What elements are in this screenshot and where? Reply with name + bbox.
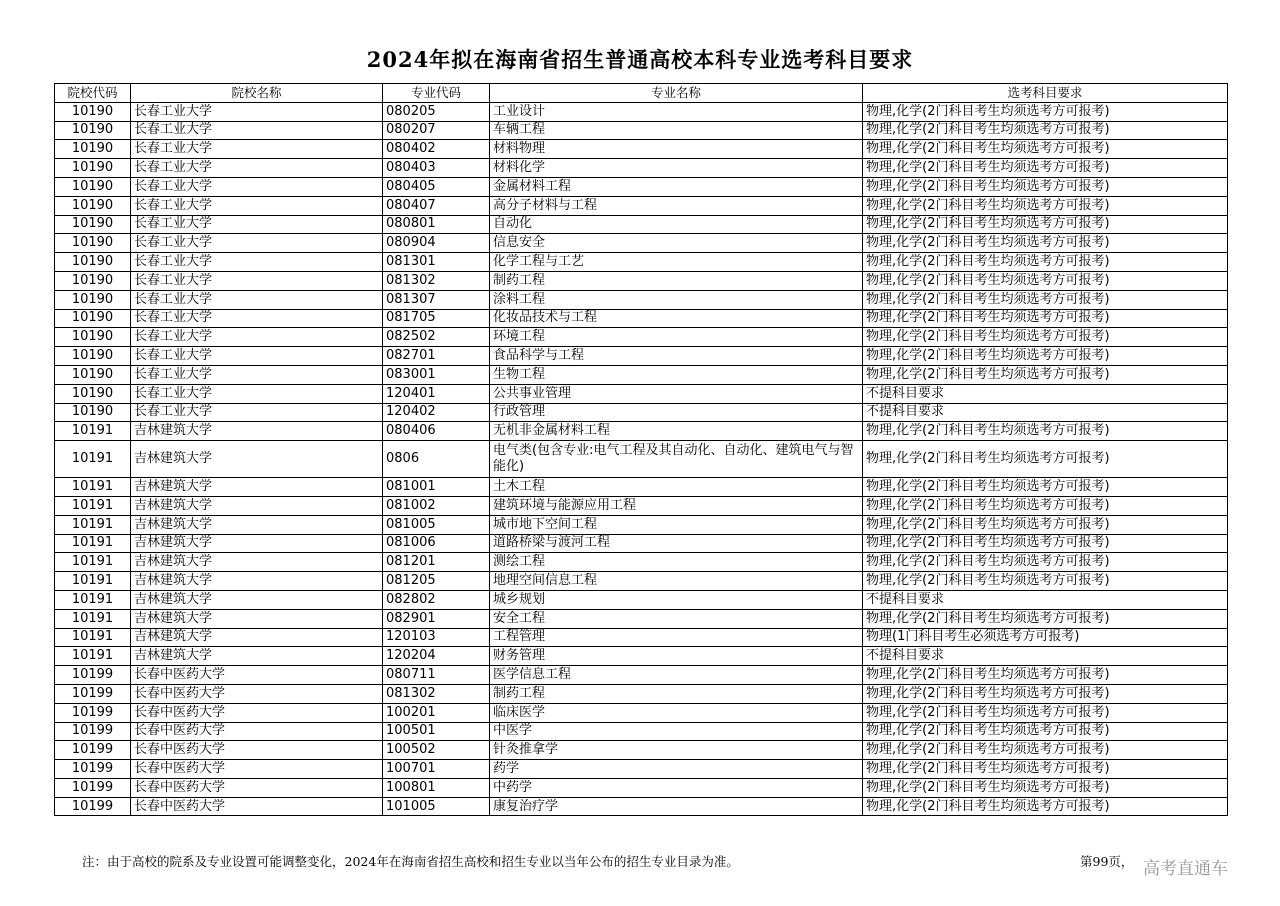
- school-code-cell: 10199: [55, 722, 131, 741]
- table-row: [55, 703, 1228, 722]
- table-row: [55, 515, 1228, 534]
- major-name-cell: 中医学: [490, 722, 863, 741]
- school-code-cell: 10190: [55, 365, 131, 384]
- table-row: [55, 253, 1228, 272]
- subject-requirement-cell: 物理,化学(2门科目考生均须选考方可报考): [863, 422, 1228, 441]
- subject-requirement-cell: 物理,化学(2门科目考生均须选考方可报考): [863, 553, 1228, 572]
- school-code-cell: 10190: [55, 177, 131, 196]
- school-code-cell: 10191: [55, 572, 131, 591]
- school-code-cell: 10199: [55, 797, 131, 816]
- table-header-row: [55, 84, 1228, 103]
- school-name-cell: 长春工业大学: [131, 403, 383, 422]
- school-code-cell: 10190: [55, 403, 131, 422]
- subject-requirement-cell: 物理,化学(2门科目考生均须选考方可报考): [863, 496, 1228, 515]
- subject-requirement-cell: 物理,化学(2门科目考生均须选考方可报考): [863, 741, 1228, 760]
- major-name-cell: 测绘工程: [490, 553, 863, 572]
- major-code-cell: 100201: [383, 703, 490, 722]
- table-row: [55, 290, 1228, 309]
- school-name-cell: 长春工业大学: [131, 271, 383, 290]
- major-name-cell: 建筑环境与能源应用工程: [490, 496, 863, 515]
- major-code-cell: 080407: [383, 196, 490, 215]
- major-code-cell: 120103: [383, 628, 490, 647]
- subject-requirement-cell: 物理,化学(2门科目考生均须选考方可报考): [863, 328, 1228, 347]
- school-code-cell: 10190: [55, 253, 131, 272]
- school-code-cell: 10191: [55, 590, 131, 609]
- major-code-cell: 081307: [383, 290, 490, 309]
- major-code-cell: 081001: [383, 478, 490, 497]
- major-name-cell: 地理空间信息工程: [490, 572, 863, 591]
- subject-requirement-cell: 不提科目要求: [863, 403, 1228, 422]
- school-code-cell: 10190: [55, 102, 131, 121]
- subject-requirement-cell: 物理,化学(2门科目考生均须选考方可报考): [863, 609, 1228, 628]
- header-subject-requirement: 选考科目要求: [863, 84, 1228, 103]
- table-row: [55, 441, 1228, 478]
- school-name-cell: 长春工业大学: [131, 159, 383, 178]
- subject-requirement-cell: 物理(1门科目考生必须选考方可报考): [863, 628, 1228, 647]
- school-name-cell: 长春工业大学: [131, 309, 383, 328]
- major-name-cell: 医学信息工程: [490, 666, 863, 685]
- subject-requirement-cell: 物理,化学(2门科目考生均须选考方可报考): [863, 140, 1228, 159]
- major-code-cell: 081302: [383, 684, 490, 703]
- subject-requirement-cell: 物理,化学(2门科目考生均须选考方可报考): [863, 572, 1228, 591]
- school-name-cell: 长春工业大学: [131, 234, 383, 253]
- header-major-code: 专业代码: [383, 84, 490, 103]
- major-name-cell: 车辆工程: [490, 121, 863, 140]
- major-name-cell: 中药学: [490, 778, 863, 797]
- major-code-cell: 081301: [383, 253, 490, 272]
- table-row: [55, 684, 1228, 703]
- table-row: [55, 102, 1228, 121]
- subject-requirement-cell: 物理,化学(2门科目考生均须选考方可报考): [863, 271, 1228, 290]
- major-name-cell: 材料物理: [490, 140, 863, 159]
- table-row: [55, 121, 1228, 140]
- major-name-cell: 生物工程: [490, 365, 863, 384]
- school-name-cell: 长春工业大学: [131, 328, 383, 347]
- school-code-cell: 10191: [55, 422, 131, 441]
- major-name-cell: 城乡规划: [490, 590, 863, 609]
- school-name-cell: 长春中医药大学: [131, 684, 383, 703]
- school-name-cell: 吉林建筑大学: [131, 628, 383, 647]
- major-name-cell: 公共事业管理: [490, 384, 863, 403]
- major-name-cell: 药学: [490, 760, 863, 779]
- school-name-cell: 吉林建筑大学: [131, 609, 383, 628]
- school-name-cell: 长春中医药大学: [131, 797, 383, 816]
- major-code-cell: 080406: [383, 422, 490, 441]
- school-code-cell: 10199: [55, 778, 131, 797]
- table-row: [55, 271, 1228, 290]
- school-code-cell: 10191: [55, 496, 131, 515]
- table-row: [55, 647, 1228, 666]
- school-code-cell: 10190: [55, 384, 131, 403]
- school-code-cell: 10190: [55, 234, 131, 253]
- subject-requirement-cell: 物理,化学(2门科目考生均须选考方可报考): [863, 778, 1228, 797]
- school-code-cell: 10191: [55, 478, 131, 497]
- school-name-cell: 长春工业大学: [131, 177, 383, 196]
- subject-requirement-cell: 物理,化学(2门科目考生均须选考方可报考): [863, 684, 1228, 703]
- table-row: [55, 760, 1228, 779]
- major-name-cell: 食品科学与工程: [490, 347, 863, 366]
- major-code-cell: 080403: [383, 159, 490, 178]
- school-code-cell: 10190: [55, 328, 131, 347]
- major-code-cell: 120204: [383, 647, 490, 666]
- major-code-cell: 100801: [383, 778, 490, 797]
- subject-requirement-cell: 不提科目要求: [863, 590, 1228, 609]
- subject-requirement-cell: 不提科目要求: [863, 384, 1228, 403]
- school-code-cell: 10199: [55, 741, 131, 760]
- major-code-cell: 081005: [383, 515, 490, 534]
- school-code-cell: 10191: [55, 628, 131, 647]
- major-name-cell: 信息安全: [490, 234, 863, 253]
- subject-requirement-cell: 物理,化学(2门科目考生均须选考方可报考): [863, 253, 1228, 272]
- school-code-cell: 10190: [55, 290, 131, 309]
- major-code-cell: 081201: [383, 553, 490, 572]
- major-code-cell: 080205: [383, 102, 490, 121]
- school-name-cell: 长春工业大学: [131, 365, 383, 384]
- subject-requirement-cell: 物理,化学(2门科目考生均须选考方可报考): [863, 347, 1228, 366]
- school-name-cell: 长春工业大学: [131, 347, 383, 366]
- major-name-cell: 临床医学: [490, 703, 863, 722]
- school-code-cell: 10191: [55, 534, 131, 553]
- school-code-cell: 10190: [55, 121, 131, 140]
- table-row: [55, 666, 1228, 685]
- table-row: [55, 778, 1228, 797]
- subject-requirement-cell: 物理,化学(2门科目考生均须选考方可报考): [863, 290, 1228, 309]
- school-name-cell: 长春工业大学: [131, 102, 383, 121]
- table-row: [55, 196, 1228, 215]
- school-name-cell: 长春中医药大学: [131, 760, 383, 779]
- subject-requirement-cell: 物理,化学(2门科目考生均须选考方可报考): [863, 797, 1228, 816]
- school-code-cell: 10191: [55, 647, 131, 666]
- table-row: [55, 572, 1228, 591]
- subject-requirement-cell: 物理,化学(2门科目考生均须选考方可报考): [863, 102, 1228, 121]
- major-code-cell: 081002: [383, 496, 490, 515]
- table-row: [55, 553, 1228, 572]
- table-row: [55, 309, 1228, 328]
- major-name-cell: 城市地下空间工程: [490, 515, 863, 534]
- subject-requirement-cell: 物理,化学(2门科目考生均须选考方可报考): [863, 177, 1228, 196]
- major-name-cell: 康复治疗学: [490, 797, 863, 816]
- subject-requirement-cell: 物理,化学(2门科目考生均须选考方可报考): [863, 666, 1228, 685]
- major-name-cell: 工业设计: [490, 102, 863, 121]
- subject-requirement-cell: 物理,化学(2门科目考生均须选考方可报考): [863, 441, 1228, 478]
- major-name-cell: 化学工程与工艺: [490, 253, 863, 272]
- major-code-cell: 081205: [383, 572, 490, 591]
- major-name-cell: 高分子材料与工程: [490, 196, 863, 215]
- school-name-cell: 吉林建筑大学: [131, 590, 383, 609]
- school-name-cell: 吉林建筑大学: [131, 496, 383, 515]
- school-name-cell: 长春工业大学: [131, 253, 383, 272]
- table-row: [55, 140, 1228, 159]
- major-name-cell: 自动化: [490, 215, 863, 234]
- subject-requirement-cell: 物理,化学(2门科目考生均须选考方可报考): [863, 478, 1228, 497]
- major-name-cell: 材料化学: [490, 159, 863, 178]
- major-code-cell: 080402: [383, 140, 490, 159]
- header-school-name: 院校名称: [131, 84, 383, 103]
- major-code-cell: 120402: [383, 403, 490, 422]
- subject-requirement-cell: 物理,化学(2门科目考生均须选考方可报考): [863, 534, 1228, 553]
- table-row: [55, 234, 1228, 253]
- school-code-cell: 10199: [55, 760, 131, 779]
- table-row: [55, 328, 1228, 347]
- header-school-code: 院校代码: [55, 84, 131, 103]
- school-name-cell: 吉林建筑大学: [131, 515, 383, 534]
- subject-requirement-cell: 物理,化学(2门科目考生均须选考方可报考): [863, 159, 1228, 178]
- table-row: [55, 478, 1228, 497]
- school-code-cell: 10191: [55, 553, 131, 572]
- school-code-cell: 10190: [55, 140, 131, 159]
- major-code-cell: 080801: [383, 215, 490, 234]
- table-row: [55, 628, 1228, 647]
- requirements-table: [54, 83, 1228, 816]
- major-code-cell: 081006: [383, 534, 490, 553]
- subject-requirement-cell: 物理,化学(2门科目考生均须选考方可报考): [863, 309, 1228, 328]
- major-code-cell: 083001: [383, 365, 490, 384]
- table-row: [55, 797, 1228, 816]
- subject-requirement-cell: 物理,化学(2门科目考生均须选考方可报考): [863, 121, 1228, 140]
- major-code-cell: 082502: [383, 328, 490, 347]
- school-code-cell: 10191: [55, 441, 131, 478]
- major-code-cell: 080405: [383, 177, 490, 196]
- major-code-cell: 100502: [383, 741, 490, 760]
- school-code-cell: 10191: [55, 515, 131, 534]
- major-code-cell: 081302: [383, 271, 490, 290]
- school-name-cell: 吉林建筑大学: [131, 647, 383, 666]
- school-code-cell: 10199: [55, 684, 131, 703]
- school-name-cell: 吉林建筑大学: [131, 478, 383, 497]
- table-row: [55, 722, 1228, 741]
- school-name-cell: 吉林建筑大学: [131, 553, 383, 572]
- table-row: [55, 609, 1228, 628]
- school-code-cell: 10190: [55, 347, 131, 366]
- major-code-cell: 101005: [383, 797, 490, 816]
- school-name-cell: 吉林建筑大学: [131, 572, 383, 591]
- school-code-cell: 10190: [55, 196, 131, 215]
- table-row: [55, 590, 1228, 609]
- table-row: [55, 159, 1228, 178]
- school-code-cell: 10190: [55, 215, 131, 234]
- major-name-cell: 工程管理: [490, 628, 863, 647]
- major-name-cell: 财务管理: [490, 647, 863, 666]
- major-code-cell: 082901: [383, 609, 490, 628]
- school-name-cell: 吉林建筑大学: [131, 534, 383, 553]
- school-code-cell: 10190: [55, 309, 131, 328]
- major-name-cell: 电气类(包含专业:电气工程及其自动化、自动化、建筑电气与智能化): [490, 441, 863, 478]
- table-row: [55, 403, 1228, 422]
- school-name-cell: 长春中医药大学: [131, 722, 383, 741]
- subject-requirement-cell: 物理,化学(2门科目考生均须选考方可报考): [863, 234, 1228, 253]
- school-code-cell: 10190: [55, 159, 131, 178]
- major-name-cell: 化妆品技术与工程: [490, 309, 863, 328]
- subject-requirement-cell: 物理,化学(2门科目考生均须选考方可报考): [863, 365, 1228, 384]
- major-code-cell: 082802: [383, 590, 490, 609]
- major-code-cell: 080904: [383, 234, 490, 253]
- table-row: [55, 741, 1228, 760]
- major-name-cell: 涂料工程: [490, 290, 863, 309]
- subject-requirement-cell: 物理,化学(2门科目考生均须选考方可报考): [863, 722, 1228, 741]
- school-name-cell: 长春工业大学: [131, 384, 383, 403]
- school-name-cell: 长春中医药大学: [131, 703, 383, 722]
- school-name-cell: 长春中医药大学: [131, 741, 383, 760]
- major-code-cell: 0806: [383, 441, 490, 478]
- header-major-name: 专业名称: [490, 84, 863, 103]
- subject-requirement-cell: 物理,化学(2门科目考生均须选考方可报考): [863, 196, 1228, 215]
- school-name-cell: 长春中医药大学: [131, 666, 383, 685]
- major-name-cell: 制药工程: [490, 684, 863, 703]
- school-name-cell: 长春工业大学: [131, 121, 383, 140]
- major-name-cell: 无机非金属材料工程: [490, 422, 863, 441]
- major-name-cell: 环境工程: [490, 328, 863, 347]
- major-code-cell: 082701: [383, 347, 490, 366]
- table-body: [55, 102, 1228, 816]
- table-row: [55, 384, 1228, 403]
- watermark: 高考直通车: [1143, 854, 1228, 879]
- subject-requirement-cell: 物理,化学(2门科目考生均须选考方可报考): [863, 215, 1228, 234]
- subject-requirement-cell: 物理,化学(2门科目考生均须选考方可报考): [863, 703, 1228, 722]
- table-row: [55, 347, 1228, 366]
- page-number: 第99页，: [1080, 854, 1134, 869]
- subject-requirement-cell: 物理,化学(2门科目考生均须选考方可报考): [863, 760, 1228, 779]
- table-row: [55, 177, 1228, 196]
- footnote: 注：由于高校的院系及专业设置可能调整变化，2024年在海南省招生高校和招生专业以当年公布的招生专业目录为准。: [82, 854, 739, 869]
- school-name-cell: 长春工业大学: [131, 290, 383, 309]
- table-row: [55, 496, 1228, 515]
- table-row: [55, 534, 1228, 553]
- school-name-cell: 吉林建筑大学: [131, 422, 383, 441]
- major-name-cell: 土木工程: [490, 478, 863, 497]
- page-title: 2024年拟在海南省招生普通高校本科专业选考科目要求: [366, 47, 914, 72]
- school-code-cell: 10190: [55, 271, 131, 290]
- subject-requirement-cell: 不提科目要求: [863, 647, 1228, 666]
- major-code-cell: 080207: [383, 121, 490, 140]
- major-name-cell: 制药工程: [490, 271, 863, 290]
- major-code-cell: 081705: [383, 309, 490, 328]
- subject-requirement-cell: 物理,化学(2门科目考生均须选考方可报考): [863, 515, 1228, 534]
- major-code-cell: 100501: [383, 722, 490, 741]
- school-name-cell: 长春工业大学: [131, 140, 383, 159]
- major-name-cell: 针灸推拿学: [490, 741, 863, 760]
- table-row: [55, 215, 1228, 234]
- school-code-cell: 10199: [55, 703, 131, 722]
- school-code-cell: 10199: [55, 666, 131, 685]
- table-row: [55, 422, 1228, 441]
- major-name-cell: 道路桥梁与渡河工程: [490, 534, 863, 553]
- school-name-cell: 长春工业大学: [131, 196, 383, 215]
- major-code-cell: 120401: [383, 384, 490, 403]
- school-name-cell: 长春中医药大学: [131, 778, 383, 797]
- school-code-cell: 10191: [55, 609, 131, 628]
- school-name-cell: 长春工业大学: [131, 215, 383, 234]
- table-row: [55, 365, 1228, 384]
- major-name-cell: 安全工程: [490, 609, 863, 628]
- major-code-cell: 080711: [383, 666, 490, 685]
- major-code-cell: 100701: [383, 760, 490, 779]
- major-name-cell: 金属材料工程: [490, 177, 863, 196]
- major-name-cell: 行政管理: [490, 403, 863, 422]
- school-name-cell: 吉林建筑大学: [131, 441, 383, 478]
